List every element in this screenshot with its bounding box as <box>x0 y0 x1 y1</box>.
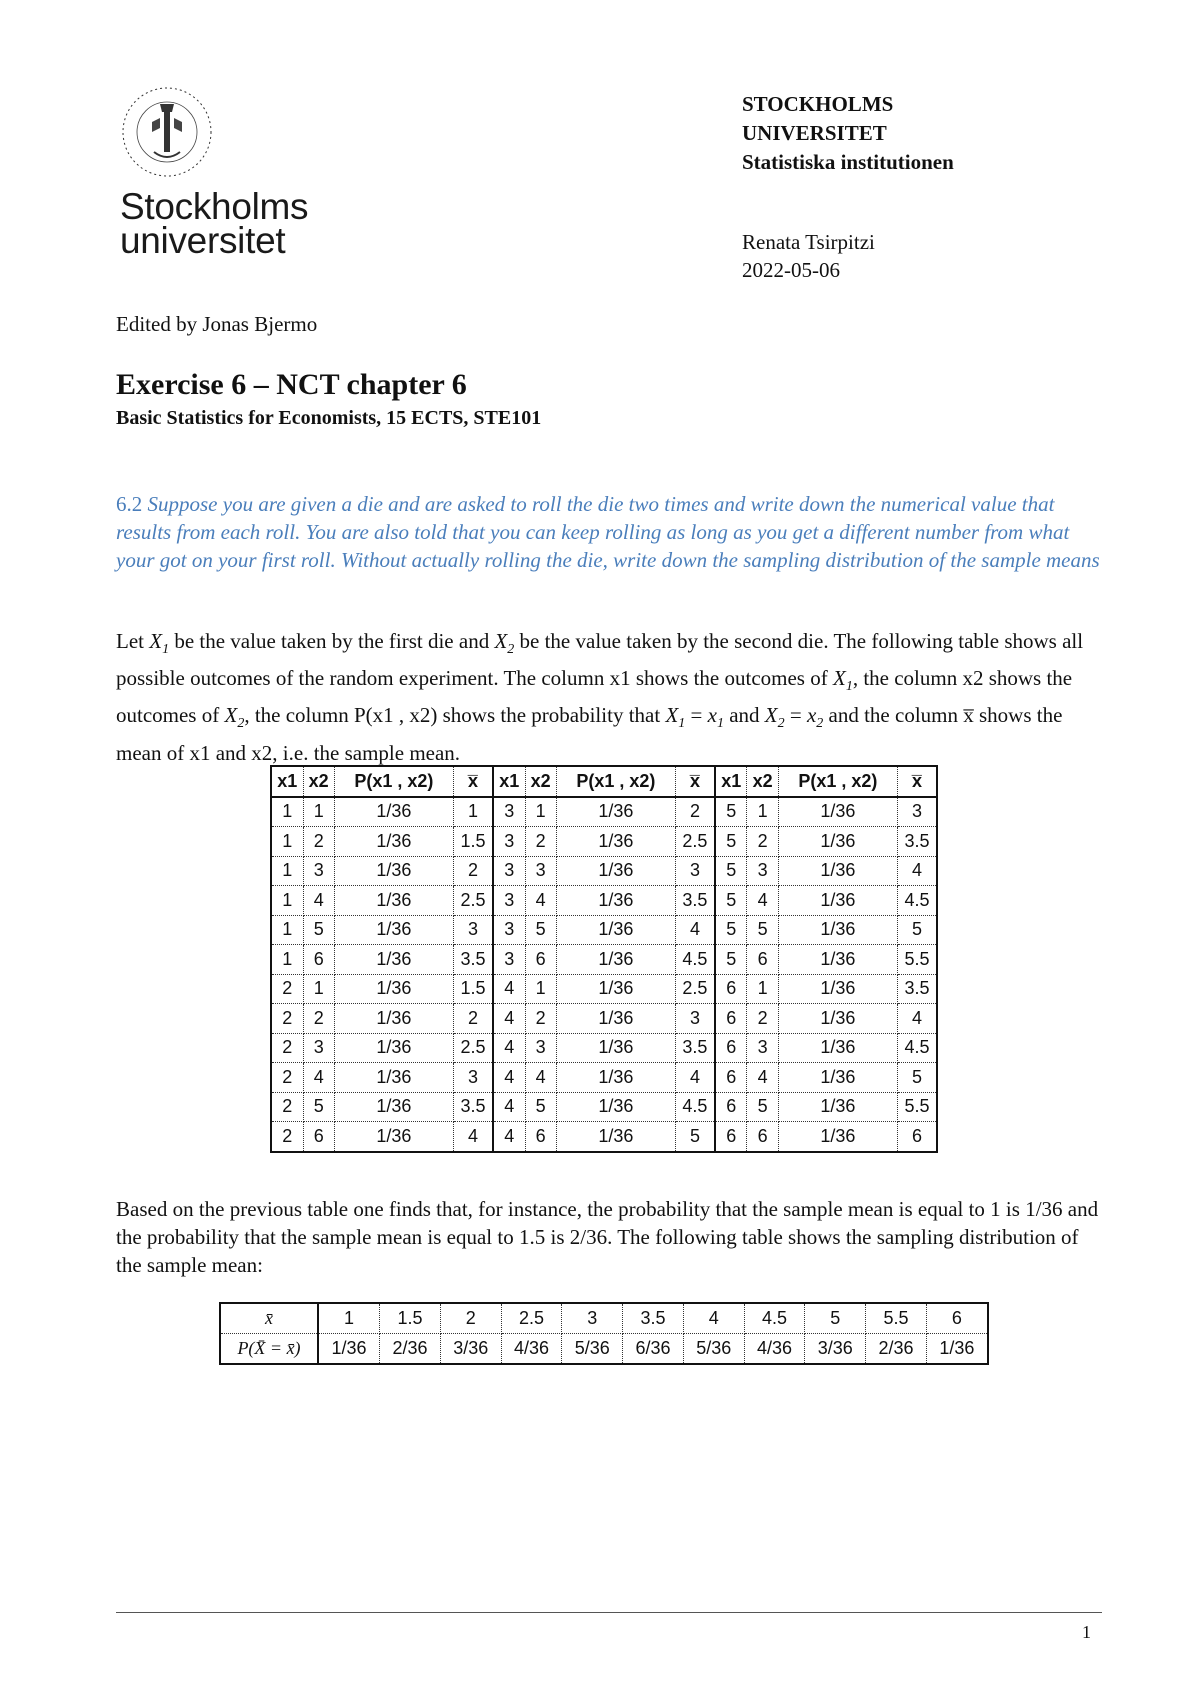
outcomes-header-row <box>271 766 937 797</box>
table-cell: 2 <box>525 827 556 857</box>
table-cell: 1 <box>271 945 303 975</box>
table-cell: 2.5 <box>453 1033 492 1063</box>
table-cell: 3.5 <box>675 886 714 916</box>
table-cell: 3 <box>493 856 525 886</box>
distribution-paragraph: Based on the previous table one finds that, for instance, the probability that the sample mean is equal to 1 is 1/36 and the probability that the sample mean is equal to 1.5 is 2/36. The following table shows the sampling distribution of the sample mean: <box>116 1197 1099 1277</box>
table-cell: 6 <box>715 1063 747 1093</box>
table-cell: 4 <box>493 1122 525 1152</box>
table-cell: 3.5 <box>897 827 937 857</box>
probability-value: 6/36 <box>623 1334 684 1365</box>
table-cell: 4 <box>493 1004 525 1034</box>
page-subtitle: Basic Statistics for Economists, 15 ECTS, STE101 <box>116 407 542 429</box>
table-cell: 3 <box>453 1063 492 1093</box>
outcomes-header-cell: x2 <box>303 766 334 797</box>
table-cell: 6 <box>715 1092 747 1122</box>
table-cell: 1/36 <box>334 1092 453 1122</box>
table-cell: 2 <box>747 1004 778 1034</box>
institution-line-3: Statistiska institutionen <box>742 150 954 174</box>
table-cell: 6 <box>525 945 556 975</box>
table-cell: 1 <box>747 974 778 1004</box>
table-cell: 5 <box>715 915 747 945</box>
table-cell: 4 <box>675 1063 714 1093</box>
table-cell: 4 <box>525 1063 556 1093</box>
table-cell: 2 <box>271 1122 303 1152</box>
table-cell: 5 <box>715 856 747 886</box>
table-cell: 5 <box>715 945 747 975</box>
question-body: Suppose you are given a die and are asked to roll the die two times and write down the numerical value that results from each roll. You are also told that you can keep rolling as long as you get a different number from what your got on your first roll. Without actually rolling the die, write down the sampling distribution of the sample means <box>116 492 1100 572</box>
table-cell: 2 <box>271 1004 303 1034</box>
x-bar-value: 3.5 <box>623 1303 684 1334</box>
table-cell: 1/36 <box>556 945 675 975</box>
table-cell: 2.5 <box>675 827 714 857</box>
table-cell: 3 <box>303 856 334 886</box>
table-cell: 1/36 <box>334 945 453 975</box>
outcomes-header-cell: x̅ <box>453 766 492 797</box>
table-cell: 4 <box>303 1063 334 1093</box>
table-cell: 1 <box>271 915 303 945</box>
table-row <box>271 1092 937 1122</box>
table-cell: 3 <box>493 886 525 916</box>
table-cell: 6 <box>525 1122 556 1152</box>
table-cell: 3 <box>747 1033 778 1063</box>
table-cell: 1/36 <box>334 856 453 886</box>
table-cell: 1/36 <box>334 1033 453 1063</box>
outcomes-header-cell: x̅ <box>675 766 714 797</box>
outcomes-header-cell: x̅ <box>897 766 937 797</box>
x-bar-label: x̄ <box>220 1303 318 1334</box>
x-bar-value: 3 <box>562 1303 623 1334</box>
author-name: Renata Tsirpitzi <box>742 230 875 254</box>
table-cell: 1 <box>303 974 334 1004</box>
probability-value: 4/36 <box>501 1334 562 1365</box>
table-cell: 1/36 <box>556 856 675 886</box>
table-cell: 3 <box>493 915 525 945</box>
table-cell: 1/36 <box>556 915 675 945</box>
para-segment: and <box>723 703 765 728</box>
table-cell: 2 <box>271 974 303 1004</box>
document-date: 2022-05-06 <box>742 258 840 282</box>
table-row <box>271 915 937 945</box>
table-cell: 1/36 <box>778 1092 897 1122</box>
author-block <box>742 228 875 284</box>
university-seal-icon <box>112 82 222 182</box>
footer-divider <box>116 1612 1102 1613</box>
table-cell: 5 <box>303 1092 334 1122</box>
table-cell: 2 <box>303 1004 334 1034</box>
table-cell: 1/36 <box>334 974 453 1004</box>
table-row <box>271 1004 937 1034</box>
table-row <box>271 1122 937 1152</box>
probability-value: 5/36 <box>683 1334 744 1365</box>
table-cell: 1/36 <box>778 1122 897 1152</box>
table-cell: 2 <box>525 1004 556 1034</box>
logo-line-1: Stockholms <box>120 186 309 227</box>
table-cell: 4 <box>453 1122 492 1152</box>
table-cell: 6 <box>747 945 778 975</box>
table-cell: 5 <box>747 1092 778 1122</box>
table-cell: 5 <box>897 1063 937 1093</box>
para-segment: , the column x2 shows the outcomes of <box>116 666 1073 728</box>
table-cell: 6 <box>715 1004 747 1034</box>
table-cell: 4 <box>747 1063 778 1093</box>
table-cell: 3 <box>897 797 937 827</box>
outcomes-header-cell: x1 <box>271 766 303 797</box>
table-cell: 3.5 <box>897 974 937 1004</box>
distribution-p-row <box>220 1334 988 1365</box>
probability-value: 3/36 <box>805 1334 866 1365</box>
table-cell: 1/36 <box>778 1004 897 1034</box>
institution-block <box>742 90 954 177</box>
outcomes-header-cell: P(x1 , x2) <box>556 766 675 797</box>
table-cell: 3 <box>525 1033 556 1063</box>
table-cell: 1/36 <box>334 1004 453 1034</box>
probability-value: 1/36 <box>926 1334 988 1365</box>
page-title: Exercise 6 – NCT chapter 6 <box>116 368 467 401</box>
table-cell: 1/36 <box>556 1004 675 1034</box>
university-logo-wordmark <box>120 186 309 261</box>
table-cell: 1/36 <box>778 945 897 975</box>
table-cell: 6 <box>303 945 334 975</box>
table-cell: 1/36 <box>556 886 675 916</box>
table-cell: 5 <box>303 915 334 945</box>
x-bar-value: 5.5 <box>866 1303 927 1334</box>
page-number: 1 <box>1082 1622 1091 1642</box>
table-cell: 3 <box>303 1033 334 1063</box>
outcomes-header-cell: x2 <box>747 766 778 797</box>
question-number: 6.2 <box>116 492 143 516</box>
table-cell: 1/36 <box>334 915 453 945</box>
table-cell: 6 <box>715 974 747 1004</box>
table-cell: 1/36 <box>778 1033 897 1063</box>
table-cell: 3 <box>453 915 492 945</box>
table-row <box>271 1033 937 1063</box>
table-cell: 6 <box>715 1122 747 1152</box>
table-cell: 2 <box>271 1033 303 1063</box>
x-bar-value: 1 <box>318 1303 380 1334</box>
table-cell: 4 <box>493 1033 525 1063</box>
table-cell: 4.5 <box>897 886 937 916</box>
table-cell: 1/36 <box>778 827 897 857</box>
probability-value: 2/36 <box>866 1334 927 1365</box>
table-row <box>271 945 937 975</box>
table-cell: 1.5 <box>453 974 492 1004</box>
table-cell: 5.5 <box>897 1092 937 1122</box>
outcomes-header-cell: x1 <box>715 766 747 797</box>
table-cell: 5 <box>675 1122 714 1152</box>
x-bar-value: 4.5 <box>744 1303 805 1334</box>
table-cell: 6 <box>747 1122 778 1152</box>
table-cell: 5 <box>715 797 747 827</box>
table-row <box>271 856 937 886</box>
table-row <box>271 886 937 916</box>
outcomes-header-cell: x1 <box>493 766 525 797</box>
outcomes-header-cell: x2 <box>525 766 556 797</box>
table-cell: 1 <box>525 974 556 1004</box>
x-bar-value: 2 <box>440 1303 501 1334</box>
table-cell: 3.5 <box>453 1092 492 1122</box>
table-cell: 5 <box>715 886 747 916</box>
table-cell: 3.5 <box>453 945 492 975</box>
table-row <box>271 974 937 1004</box>
table-cell: 4 <box>747 886 778 916</box>
sampling-distribution-table <box>219 1302 989 1365</box>
table-cell: 1/36 <box>556 1092 675 1122</box>
table-cell: 1/36 <box>334 1063 453 1093</box>
table-cell: 2.5 <box>453 886 492 916</box>
table-cell: 2 <box>675 797 714 827</box>
table-cell: 4 <box>897 856 937 886</box>
table-cell: 4 <box>493 1063 525 1093</box>
table-cell: 1/36 <box>556 797 675 827</box>
table-cell: 1/36 <box>778 974 897 1004</box>
table-row <box>271 797 937 827</box>
table-cell: 1 <box>271 886 303 916</box>
institution-line-2: UNIVERSITET <box>742 121 887 145</box>
para-segment: Let <box>116 629 150 653</box>
outcomes-table <box>270 765 938 1153</box>
table-cell: 3 <box>493 945 525 975</box>
table-row <box>271 827 937 857</box>
institution-line-1: STOCKHOLMS <box>742 92 894 116</box>
para-segment: be the value taken by the second die. The following table shows all possible outcomes of the random experiment. The column x1 shows the outcomes of <box>116 629 1084 691</box>
probability-value: 5/36 <box>562 1334 623 1365</box>
table-cell: 1/36 <box>556 827 675 857</box>
table-cell: 1/36 <box>556 1033 675 1063</box>
table-cell: 3 <box>675 1004 714 1034</box>
table-cell: 6 <box>715 1033 747 1063</box>
para-segment: be the value taken by the first die and <box>169 629 495 653</box>
probability-value: 4/36 <box>744 1334 805 1365</box>
table-cell: 4 <box>493 974 525 1004</box>
outcomes-header-cell: P(x1 , x2) <box>778 766 897 797</box>
table-cell: 5 <box>897 915 937 945</box>
table-cell: 2.5 <box>675 974 714 1004</box>
table-cell: 4.5 <box>897 1033 937 1063</box>
para-segment: , the column P(x1 , x2) shows the probability that <box>244 703 666 728</box>
table-cell: 1 <box>747 797 778 827</box>
table-cell: 5 <box>747 915 778 945</box>
table-cell: 4 <box>897 1004 937 1034</box>
table-cell: 3 <box>493 827 525 857</box>
table-cell: 1 <box>525 797 556 827</box>
table-cell: 2 <box>303 827 334 857</box>
table-cell: 1/36 <box>778 797 897 827</box>
table-cell: 5 <box>525 915 556 945</box>
table-cell: 3 <box>493 797 525 827</box>
table-cell: 1 <box>303 797 334 827</box>
distribution-x-row <box>220 1303 988 1334</box>
x-bar-value: 1.5 <box>380 1303 441 1334</box>
table-cell: 3.5 <box>675 1033 714 1063</box>
table-cell: 2 <box>453 1004 492 1034</box>
explanation-paragraph: Let $X_1$ be the value taken by the first die and $X_2$ be the value taken by the second die. The following table shows all possible outcomes of the random experiment. The column x1 shows the outcomes of $X_1$, the column x2 shows the outcomes of $X_2$, the column P(x1 , x2) shows the probability that $X_1 = x_1$ and $X_2 = x_2$ and the column x̅ shows the mean of x1 and x2, i.e. the sample mean. <box>116 629 1084 765</box>
probability-value: 3/36 <box>440 1334 501 1365</box>
para-segment: and the column x̅ shows the mean of x1 and x2, i.e. the sample mean. <box>116 703 1063 765</box>
table-cell: 2 <box>271 1092 303 1122</box>
probability-value: 2/36 <box>380 1334 441 1365</box>
table-cell: 5 <box>525 1092 556 1122</box>
table-cell: 1/36 <box>334 886 453 916</box>
table-cell: 1/36 <box>778 856 897 886</box>
table-cell: 1/36 <box>334 827 453 857</box>
x-bar-value: 6 <box>926 1303 988 1334</box>
table-cell: 1/36 <box>556 1063 675 1093</box>
table-cell: 1/36 <box>334 797 453 827</box>
table-cell: 4 <box>525 886 556 916</box>
table-cell: 6 <box>303 1122 334 1152</box>
table-cell: 1 <box>271 827 303 857</box>
table-cell: 1/36 <box>778 886 897 916</box>
table-cell: 1/36 <box>556 974 675 1004</box>
table-cell: 3 <box>525 856 556 886</box>
table-cell: 1/36 <box>778 1063 897 1093</box>
table-cell: 1/36 <box>334 1122 453 1152</box>
table-cell: 2 <box>271 1063 303 1093</box>
table-cell: 3 <box>747 856 778 886</box>
logo-line-2: universitet <box>120 220 286 261</box>
table-cell: 1.5 <box>453 827 492 857</box>
table-cell: 6 <box>897 1122 937 1152</box>
table-cell: 1/36 <box>778 915 897 945</box>
table-cell: 1 <box>271 856 303 886</box>
table-cell: 2 <box>747 827 778 857</box>
table-cell: 5 <box>715 827 747 857</box>
table-cell: 1/36 <box>556 1122 675 1152</box>
edited-by: Edited by Jonas Bjermo <box>116 312 318 336</box>
table-cell: 4 <box>303 886 334 916</box>
outcomes-header-cell: P(x1 , x2) <box>334 766 453 797</box>
table-cell: 2 <box>453 856 492 886</box>
question-text <box>116 490 1106 574</box>
table-cell: 4.5 <box>675 945 714 975</box>
table-cell: 1 <box>271 797 303 827</box>
table-cell: 5.5 <box>897 945 937 975</box>
table-cell: 3 <box>675 856 714 886</box>
x-bar-value: 4 <box>683 1303 744 1334</box>
x-bar-value: 2.5 <box>501 1303 562 1334</box>
probability-label: P(X̄ = x̄) <box>220 1334 318 1365</box>
x-bar-value: 5 <box>805 1303 866 1334</box>
table-row <box>271 1063 937 1093</box>
probability-value: 1/36 <box>318 1334 380 1365</box>
table-cell: 4 <box>493 1092 525 1122</box>
table-cell: 1 <box>453 797 492 827</box>
table-cell: 4 <box>675 915 714 945</box>
table-cell: 4.5 <box>675 1092 714 1122</box>
